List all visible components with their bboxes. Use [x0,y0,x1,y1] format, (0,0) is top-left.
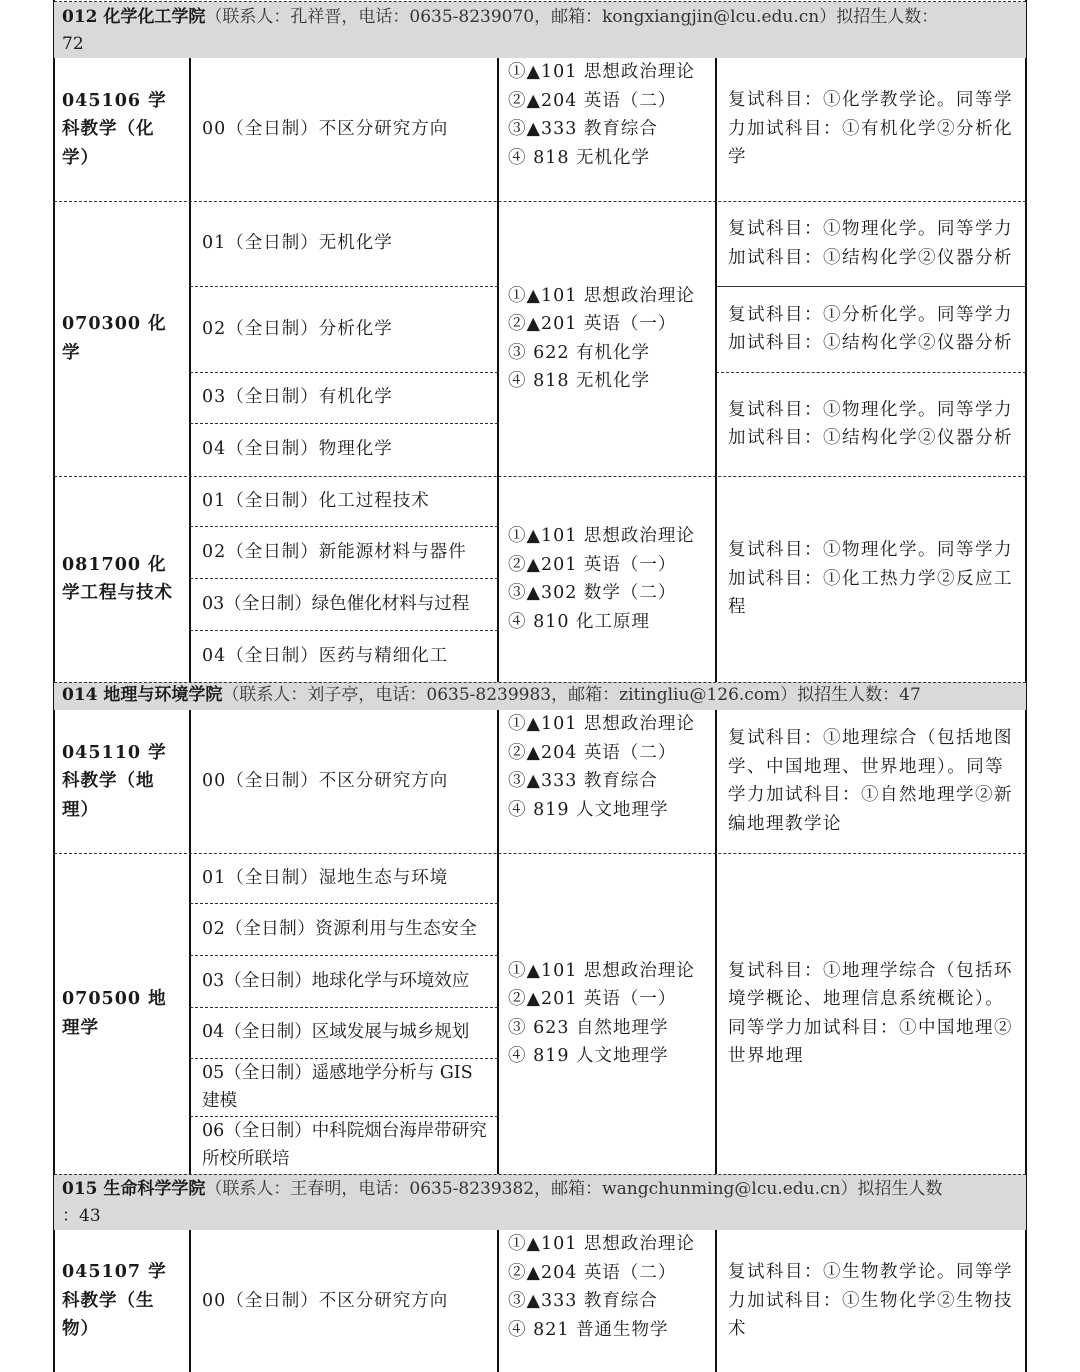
row-divider [54,682,1026,683]
college-name: 015 生命科学学院 [62,1179,206,1199]
college-contact: （联系人：王春明，电话：0635-8239382，邮箱：wangchunming@lcu.edu.cn）拟招生人数 [205,1179,943,1199]
retest-subjects: 复试科目：①地理综合（包括地图学、中国地理、世界地理）。同等学力加试科目：①自然地理学②新编地理教学论 [728,728,1013,834]
row-divider [54,1174,1026,1175]
research-direction: 00（全日制）不区分研究方向 [202,771,449,792]
college-name: 012 化学化工学院 [62,7,206,27]
research-direction: 01（全日制）化工过程技术 [202,490,430,511]
research-direction: 05（全日制）遥感地学分析与 GIS 建模 [202,1062,473,1111]
exam-subjects: ①▲101 思想政治理论 ②▲201 英语（一） ③ 622 有机化学 ④ 818 无机化学 [508,285,695,391]
college-count: ：43 [62,1206,101,1226]
research-direction: 03（全日制）地球化学与环境效应 [202,970,470,991]
college-header [54,682,1026,710]
exam-subjects: ①▲101 思想政治理论 ②▲201 英语（一） ③ 623 自然地理学 ④ 819 人文地理学 [508,960,695,1066]
research-direction: 04（全日制）物理化学 [202,439,393,460]
research-direction: 06（全日制）中科院烟台海岸带研究所校所联培 [202,1120,487,1169]
research-direction: 02（全日制）分析化学 [202,318,393,339]
exam-subjects: ①▲101 思想政治理论 ②▲204 英语（二） ③▲333 教育综合 ④ 819 人文地理学 [508,714,695,820]
college-header [54,2,1026,58]
exam-subjects: ①▲101 思想政治理论 ②▲204 英语（二） ③▲333 教育综合 ④ 818 无机化学 [508,62,695,168]
research-direction: 00（全日制）不区分研究方向 [202,119,449,140]
exam-subjects: ①▲101 思想政治理论 ②▲204 英语（二） ③▲333 教育综合 ④ 821 普通生物学 [508,1234,695,1340]
major-name: 070300 化学 [62,314,167,363]
research-direction: 02（全日制）新能源材料与器件 [202,541,467,562]
retest-subjects: 复试科目：①分析化学。同等学力加试科目：①结构化学②仪器分析 [728,304,1013,353]
research-direction: 03（全日制）绿色催化材料与过程 [202,593,470,614]
research-direction: 01（全日制）湿地生态与环境 [202,867,449,888]
research-direction: 03（全日制）有机化学 [202,387,393,408]
retest-subjects: 复试科目：①物理化学。同等学力加试科目：①结构化学②仪器分析 [728,399,1013,448]
research-direction: 04（全日制）区域发展与城乡规划 [202,1022,470,1043]
major-name: 045106 学科教学（化学） [62,90,167,168]
college-header [54,1174,1026,1230]
retest-subjects: 复试科目：①物理化学。同等学力加试科目：①结构化学②仪器分析 [728,219,1013,268]
row-divider [54,1,1026,2]
research-direction: 00（全日制）不区分研究方向 [202,1290,449,1311]
college-contact: （联系人：孔祥晋，电话：0635-8239070，邮箱：kongxiangjin@lcu.edu.cn）拟招生人数： [205,7,939,27]
major-name: 081700 化学工程与技术 [62,554,173,603]
major-name: 070500 地理学 [62,989,167,1038]
research-direction: 04（全日制）医药与精细化工 [202,645,449,666]
exam-subjects: ①▲101 思想政治理论 ②▲201 英语（一） ③▲302 数学（二） ④ 810 化工原理 [508,526,695,632]
retest-subjects: 复试科目：①生物教学论。同等学力加试科目：①生物化学②生物技术 [728,1262,1013,1339]
research-direction: 01（全日制）无机化学 [202,233,393,254]
research-direction: 02（全日制）资源利用与生态安全 [202,918,478,939]
major-name: 045107 学科教学（生物） [62,1262,167,1340]
retest-subjects: 复试科目：①化学教学论。同等学力加试科目：①有机化学②分析化学 [728,90,1013,167]
college-name: 014 地理与环境学院 [62,685,223,705]
retest-subjects: 复试科目：①地理学综合（包括环境学概论、地理信息系统概论）。同等学力加试科目：①中国地理②世界地理 [728,960,1013,1066]
college-count: 72 [62,34,84,54]
college-contact: （联系人：刘子亭，电话：0635-8239983，邮箱：zitingliu@126.com）拟招生人数：47 [222,685,921,705]
retest-subjects: 复试科目：①物理化学。同等学力加试科目：①化工热力学②反应工程 [728,540,1013,618]
major-name: 045110 学科教学（地理） [62,742,167,820]
